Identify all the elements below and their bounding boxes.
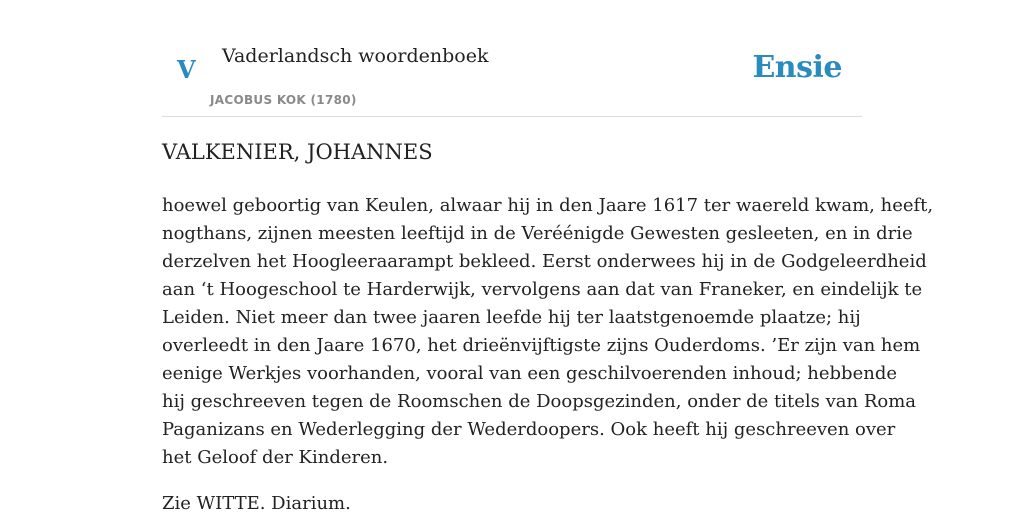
brand-logo[interactable]: Ensie (752, 50, 842, 85)
entry-body-line: nogthans, zijnen meesten leeftijd in de Veréénigde Gewesten gesleeten, en in drie (162, 223, 913, 244)
index-letter[interactable]: V (177, 55, 196, 84)
book-title[interactable]: Vaderlandsch woordenboek (222, 45, 489, 67)
entry-body-line: Paganizans en Wederlegging der Wederdoopers. Ook heeft hij geschreeven over (162, 419, 896, 440)
entry-body-line: overleedt in den Jaare 1670, het drieënvijftigste zijns Ouderdoms. ’Er zijn van hem (162, 335, 921, 356)
header (162, 0, 862, 117)
entry-body-line: het Geloof der Kinderen. (162, 447, 389, 468)
entry-body-line: Leiden. Niet meer dan twee jaaren leefde hij ter laatstgenoemde plaatze; hij (162, 307, 861, 328)
entry-body-line: aan ‘t Hoogeschool te Harderwijk, vervolgens aan dat van Franeker, en eindelijk te (162, 279, 923, 300)
entry-body-line: hij geschreeven tegen de Roomschen de Doopsgezinden, onder de titels van Roma (162, 391, 917, 412)
entry-body-line: hoewel geboortig van Keulen, alwaar hij in den Jaare 1617 ter waereld kwam, heeft, (162, 195, 934, 216)
entry-body-line: derzelven het Hoogleeraarampt bekleed. Eerst onderwees hij in de Godgeleerdheid (162, 251, 927, 272)
book-author: JACOBUS KOK (1780) (210, 93, 357, 107)
entry-title: VALKENIER, JOHANNES (162, 140, 433, 164)
entry-body (162, 192, 934, 472)
see-also-reference: Zie WITTE. Diarium. (162, 493, 351, 514)
entry-body-line: eenige Werkjes voorhanden, vooral van een geschilvoerenden inhoud; hebbende (162, 363, 897, 384)
page (162, 0, 934, 514)
